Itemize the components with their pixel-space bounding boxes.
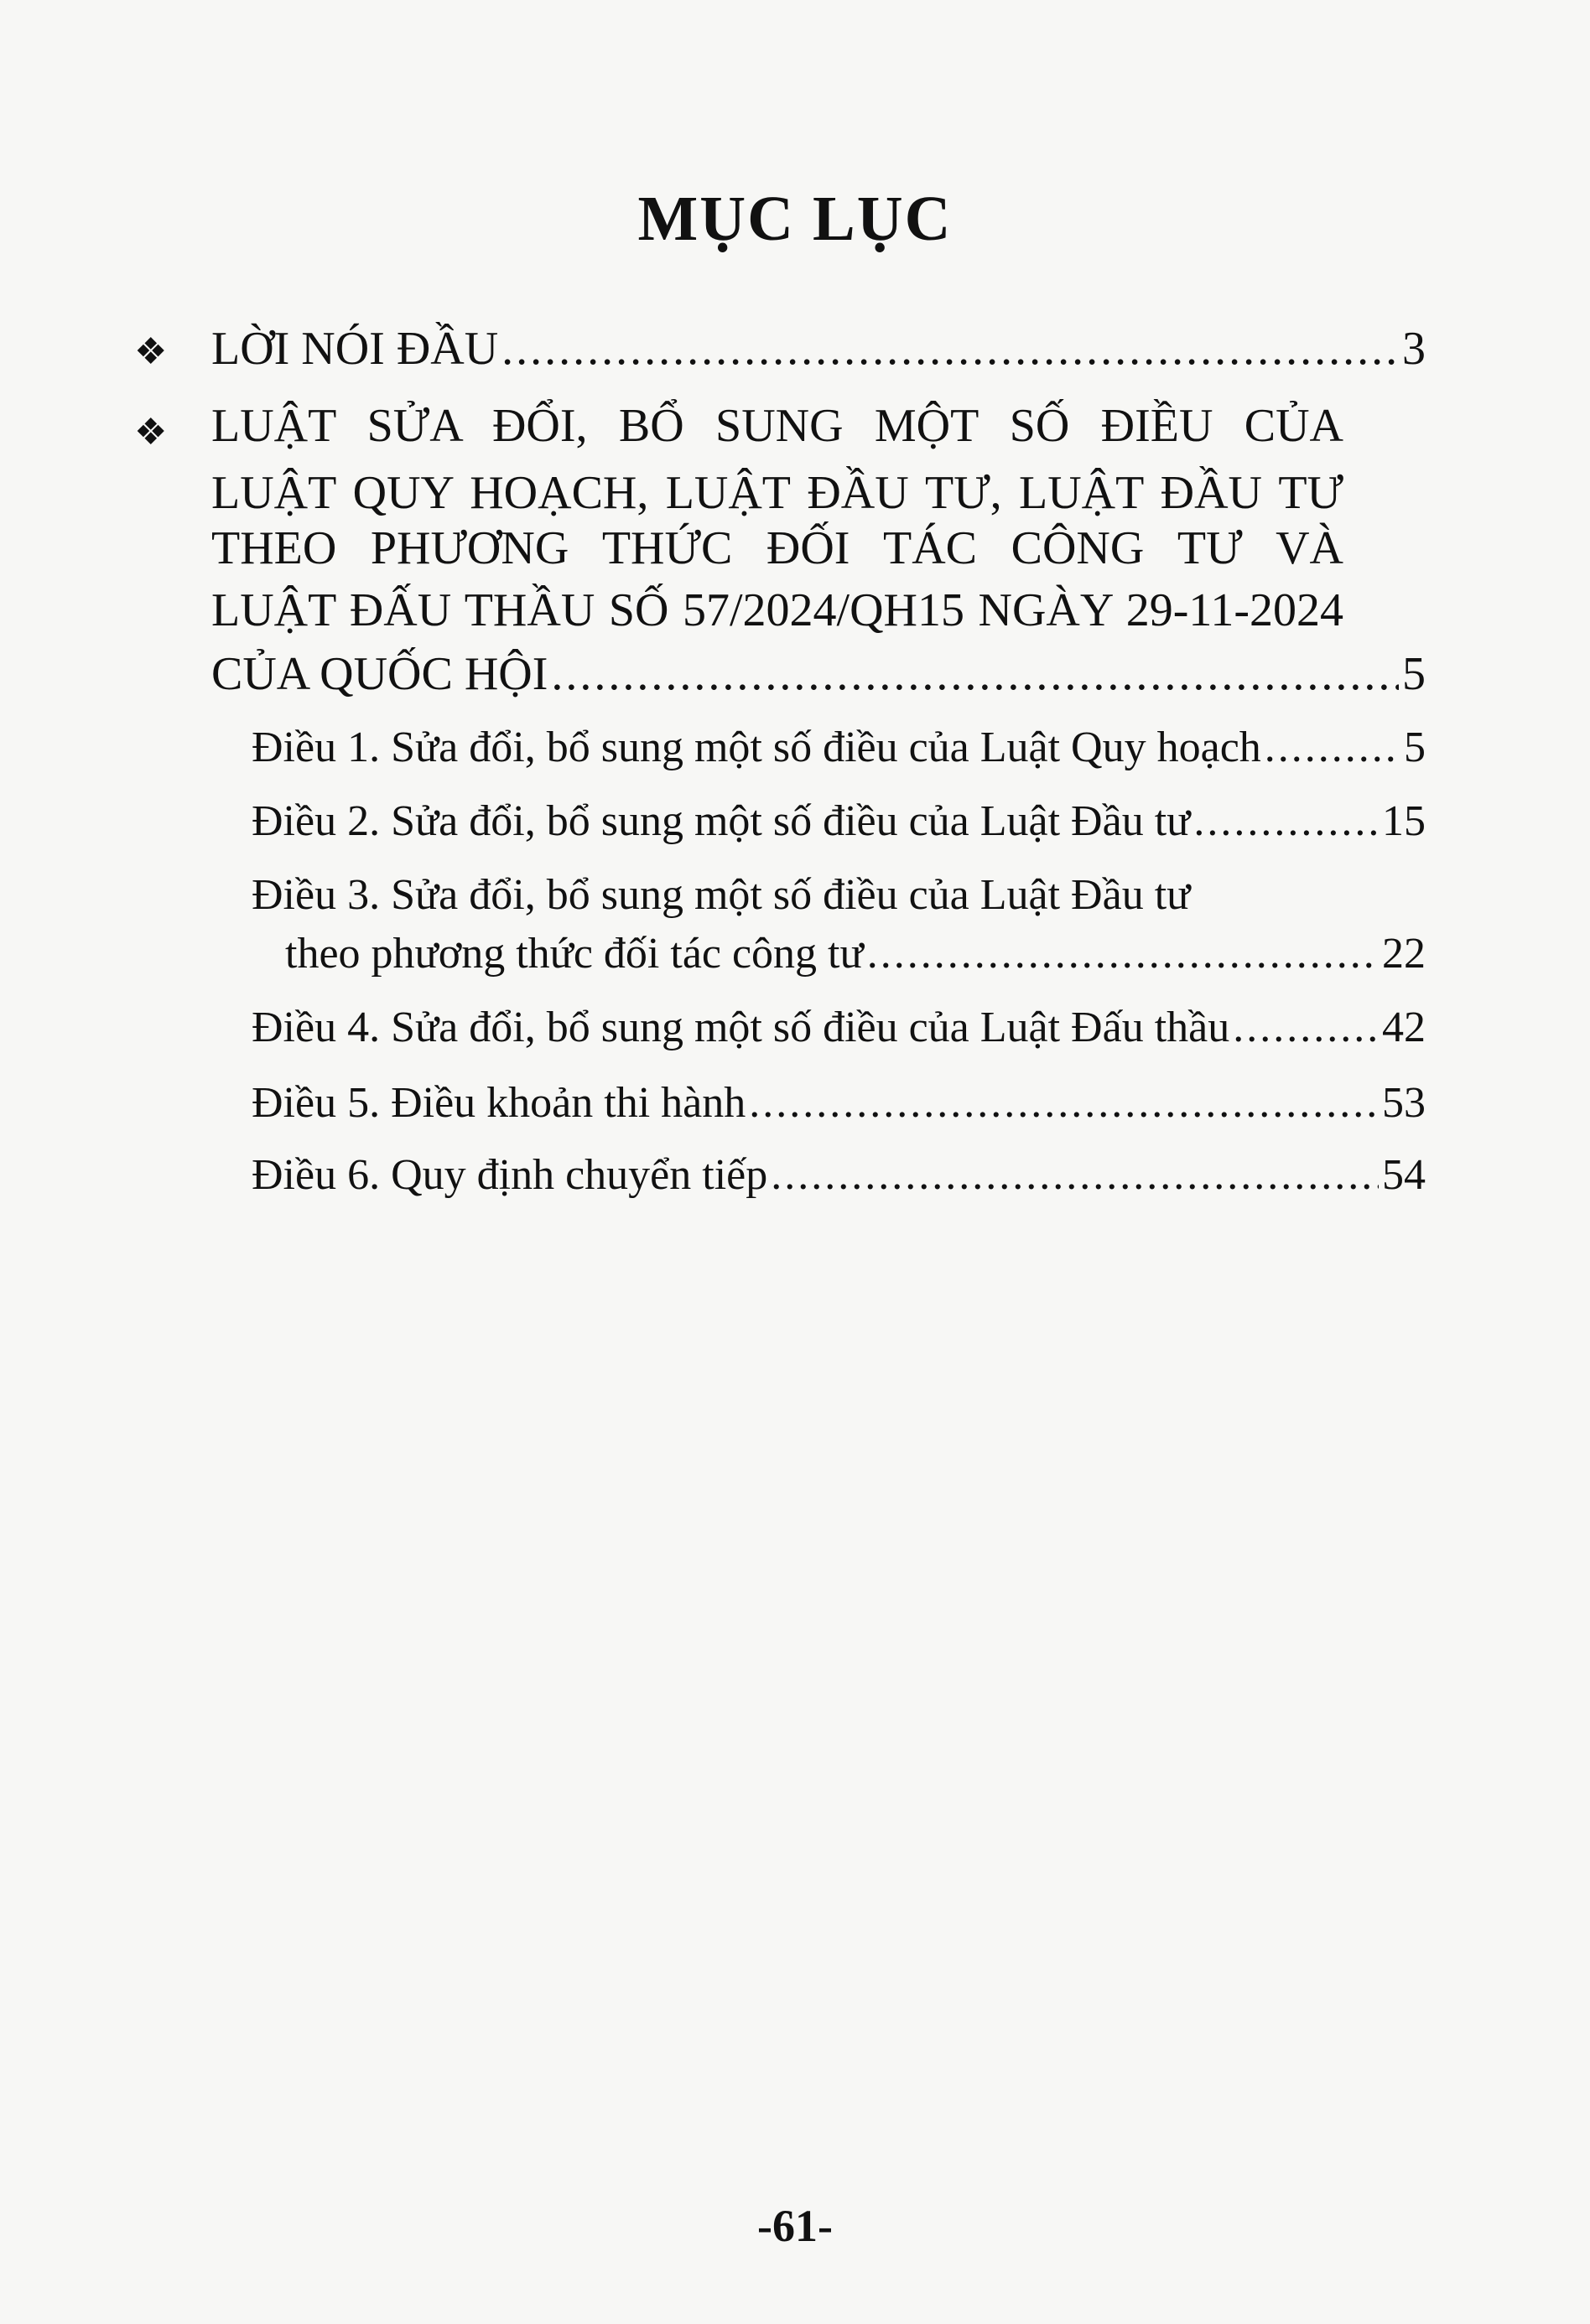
toc-entry-label: LỜI NÓI ĐẦU (211, 323, 499, 375)
toc-subentry-dieu-5 (252, 1078, 1426, 1128)
toc-subentry-label: Điều 2. Sửa đổi, bổ sung một số điều của Luật Đầu tư (252, 797, 1191, 845)
dot-leader (551, 647, 1399, 701)
diamond-bullet-icon: ❖ (134, 412, 168, 453)
dot-leader (867, 929, 1379, 978)
toc-subentry-page: 42 (1382, 1004, 1426, 1051)
toc-subentry-label: Điều 6. Quy định chuyển tiếp (252, 1151, 768, 1199)
toc-subentry-dieu-2 (252, 796, 1426, 846)
dot-leader (1233, 1003, 1379, 1052)
toc-subentry-dieu-6 (252, 1150, 1426, 1200)
diamond-bullet-icon: ❖ (134, 331, 168, 372)
toc-entry-law-line-4: LUẬT ĐẤU THẦU SỐ 57/2024/QH15 NGÀY 29-11-2024 (211, 584, 1343, 636)
toc-subentry-label: Điều 4. Sửa đổi, bổ sung một số điều của Luật Đấu thầu (252, 1004, 1230, 1051)
dot-leader (771, 1150, 1379, 1200)
dot-leader (749, 1078, 1379, 1128)
toc-subentry-dieu-1 (252, 723, 1426, 772)
toc-subentry-label: Điều 3. Sửa đổi, bổ sung một số điều của Luật Đầu tư (252, 871, 1191, 919)
toc-subentry-dieu-4 (252, 1003, 1426, 1052)
toc-entry-law-line-1: LUẬT SỬA ĐỔI, BỔ SUNG MỘT SỐ ĐIỀU CỦA (211, 400, 1343, 452)
toc-subentry-page: 22 (1382, 930, 1426, 978)
toc-entry-label: CỦA QUỐC HỘI (211, 648, 548, 700)
toc-subentry-label: theo phương thức đối tác công tư (285, 930, 864, 978)
toc-subentry-dieu-3-line-2 (285, 929, 1426, 978)
toc-subentry-dieu-3-line-1 (252, 870, 1342, 920)
toc-entry-page: 5 (1402, 648, 1426, 700)
dot-leader (501, 322, 1399, 376)
page-title: MỤC LỤC (637, 184, 953, 254)
toc-subentry-label: Điều 1. Sửa đổi, bổ sung một số điều của Luật Quy hoạch (252, 724, 1261, 771)
toc-entry-law-line-3: THEO PHƯƠNG THỨC ĐỐI TÁC CÔNG TƯ VÀ (211, 522, 1343, 574)
page-number: -61- (757, 2201, 833, 2251)
dot-leader (1193, 796, 1379, 846)
toc-subentry-page: 54 (1382, 1151, 1426, 1199)
toc-subentry-label: Điều 5. Điều khoản thi hành (252, 1079, 746, 1127)
toc-entry-law-last-line (211, 647, 1426, 701)
toc-subentry-page: 15 (1382, 797, 1426, 845)
toc-subentry-page: 5 (1404, 724, 1426, 771)
toc-entry-page: 3 (1402, 323, 1426, 375)
toc-entry-law-line-2: LUẬT QUY HOẠCH, LUẬT ĐẦU TƯ, LUẬT ĐẦU TƯ (211, 467, 1343, 519)
toc-subentry-page: 53 (1382, 1079, 1426, 1127)
toc-entry-preface (211, 322, 1426, 376)
dot-leader (1265, 723, 1400, 772)
